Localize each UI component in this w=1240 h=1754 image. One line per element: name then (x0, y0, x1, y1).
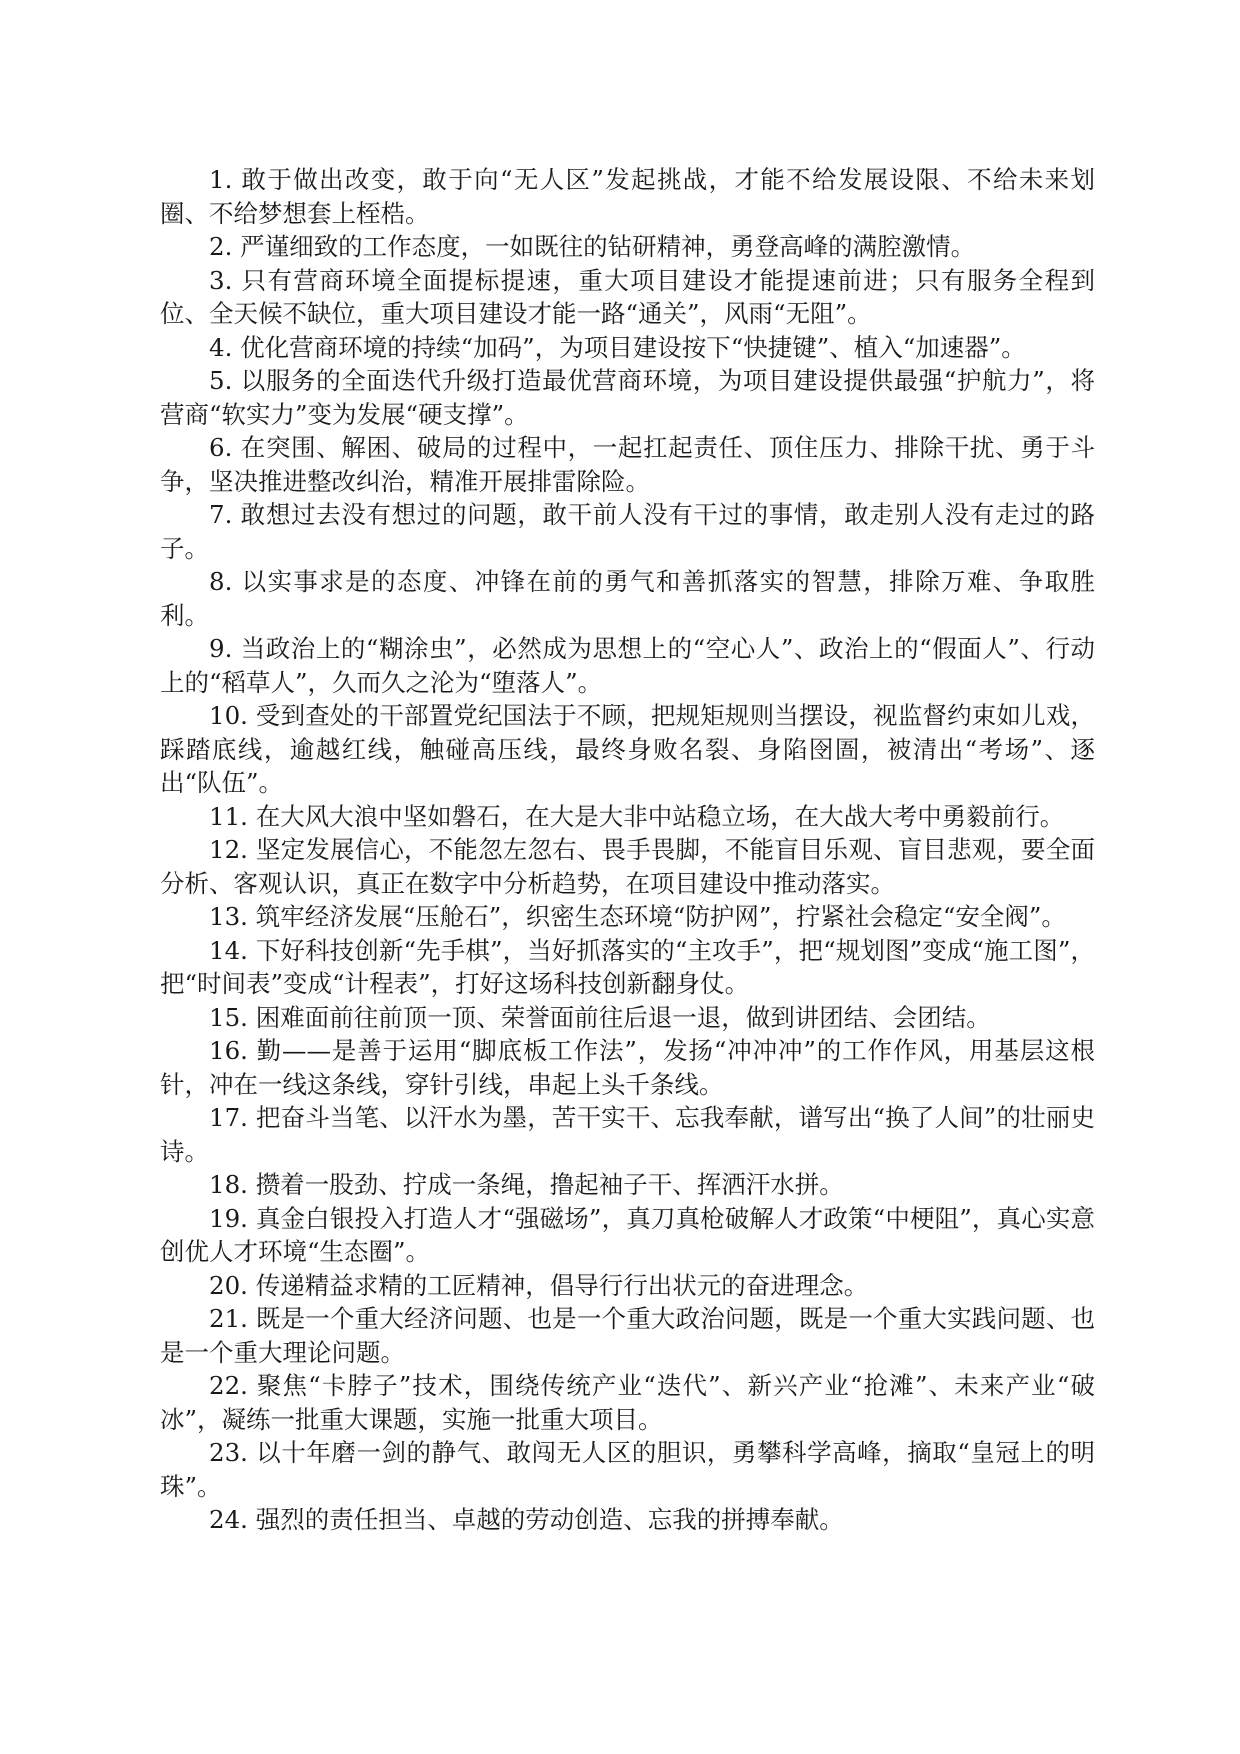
list-item: 12. 坚定发展信心，不能忽左忽右、畏手畏脚，不能盲目乐观、盲目悲观，要全面分析、客观认识，真正在数字中分析趋势，在项目建设中推动落实。 (160, 835, 1095, 898)
list-item: 6. 在突围、解困、破局的过程中，一起扛起责任、顶住压力、排除干扰、勇于斗争，坚决推进整改纠治，精准开展排雷除险。 (160, 433, 1095, 496)
list-item: 8. 以实事求是的态度、冲锋在前的勇气和善抓落实的智慧，排除万难、争取胜利。 (160, 567, 1095, 630)
list-item: 10. 受到查处的干部置党纪国法于不顾，把规矩规则当摆设，视监督约束如儿戏，踩踏底线，逾越红线，触碰高压线，最终身败名裂、身陷囹圄，被清出“考场”、逐出“队伍”。 (160, 701, 1095, 797)
list-item: 21. 既是一个重大经济问题、也是一个重大政治问题，既是一个重大实践问题、也是一个重大理论问题。 (160, 1304, 1095, 1367)
list-item: 17. 把奋斗当笔、以汗水为墨，苦干实干、忘我奉献，谱写出“换了人间”的壮丽史诗。 (160, 1103, 1095, 1166)
list-item: 18. 攒着一股劲、拧成一条绳，撸起袖子干、挥洒汗水拼。 (209, 1170, 844, 1199)
list-item: 4. 优化营商环境的持续“加码”，为项目建设按下“快捷键”、植入“加速器”。 (209, 332, 1026, 362)
list-item: 24. 强烈的责任担当、卓越的劳动创造、忘我的拼搏奉献。 (209, 1505, 844, 1534)
list-item: 3. 只有营商环境全面提标提速，重大项目建设才能提速前进；只有服务全程到位、全天候不缺位，重大项目建设才能一路“通关”，风雨“无阻”。 (160, 265, 1095, 328)
document-body (160, 163, 1095, 1537)
list-item: 1. 敢于做出改变，敢于向“无人区”发起挑战，才能不给发展设限、不给未来划圈、不给梦想套上桎梏。 (160, 165, 1095, 228)
list-item: 16. 勤——是善于运用“脚底板工作法”，发扬“冲冲冲”的工作作风，用基层这根针，冲在一线这条线，穿针引线，串起上头千条线。 (160, 1036, 1095, 1099)
list-item: 20. 传递精益求精的工匠精神，倡导行行出状元的奋进理念。 (209, 1270, 869, 1300)
list-item: 22. 聚焦“卡脖子”技术，围绕传统产业“迭代”、新兴产业“抢滩”、未来产业“破冰”，凝练一批重大课题，实施一批重大项目。 (160, 1371, 1095, 1434)
list-item: 5. 以服务的全面迭代升级打造最优营商环境，为项目建设提供最强“护航力”，将营商“软实力”变为发展“硬支撑”。 (160, 366, 1095, 429)
list-item: 7. 敢想过去没有想过的问题，敢干前人没有干过的事情，敢走别人没有走过的路子。 (160, 500, 1095, 563)
list-item: 2. 严谨细致的工作态度，一如既往的钻研精神，勇登高峰的满腔激情。 (209, 232, 976, 261)
list-item: 19. 真金白银投入打造人才“强磁场”，真刀真枪破解人才政策“中梗阻”，真心实意创优人才环境“生态圈”。 (160, 1203, 1095, 1266)
list-item: 14. 下好科技创新“先手棋”，当好抓落实的“主攻手”，把“规划图”变成“施工图”，把“时间表”变成“计程表”，打好这场科技创新翻身仗。 (160, 935, 1095, 998)
list-item: 11. 在大风大浪中坚如磐石，在大是大非中站稳立场，在大战大考中勇毅前行。 (209, 801, 1065, 831)
list-item: 23. 以十年磨一剑的静气、敢闯无人区的胆识，勇攀科学高峰，摘取“皇冠上的明珠”。 (160, 1438, 1095, 1501)
list-item: 13. 筑牢经济发展“压舱石”，织密生态环境“防护网”，拧紧社会稳定“安全阀”。 (209, 902, 1066, 931)
list-item: 9. 当政治上的“糊涂虫”，必然成为思想上的“空心人”、政治上的“假面人”、行动上的“稻草人”，久而久之沦为“堕落人”。 (160, 634, 1095, 697)
list-item: 15. 困难面前往前顶一顶、荣誉面前往后退一退，做到讲团结、会团结。 (209, 1002, 991, 1032)
